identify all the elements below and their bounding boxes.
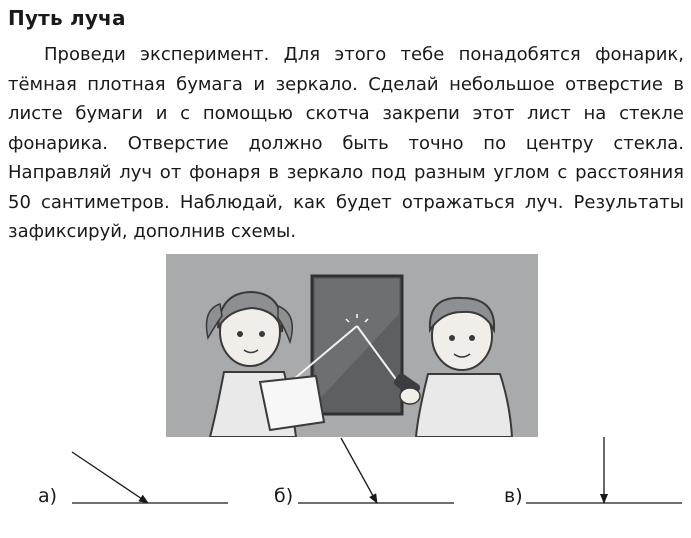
diagram-c (526, 437, 682, 503)
page-title: Путь луча (8, 6, 126, 30)
diagram-b-label: б) (274, 485, 294, 507)
diagram-c-label: в) (504, 485, 523, 507)
diagram-a-label: а) (38, 485, 58, 507)
diagram-b-incident-ray (341, 438, 377, 503)
diagram-a (72, 452, 228, 503)
task-text (8, 40, 684, 247)
mirror (312, 276, 402, 414)
diagram-b (298, 438, 454, 503)
experiment-illustration (166, 254, 538, 437)
diagram-a-incident-ray (72, 452, 148, 503)
task-paragraph: Проведи эксперимент. Для этого тебе понадобятся фонарик, тёмная плотная бумага и зеркало. Сделай небольшое отверстие в листе бумаги и с помощью скотча закрепи этот лист на стекле фонарика. Отверстие должно быть точно по центру стекла. Направляй луч от фонаря в зеркало под разным углом с расстояния 50 сантиметров. Наблюдай, как будет отражаться луч. Результаты зафиксируй, дополнив схемы. (8, 44, 684, 242)
